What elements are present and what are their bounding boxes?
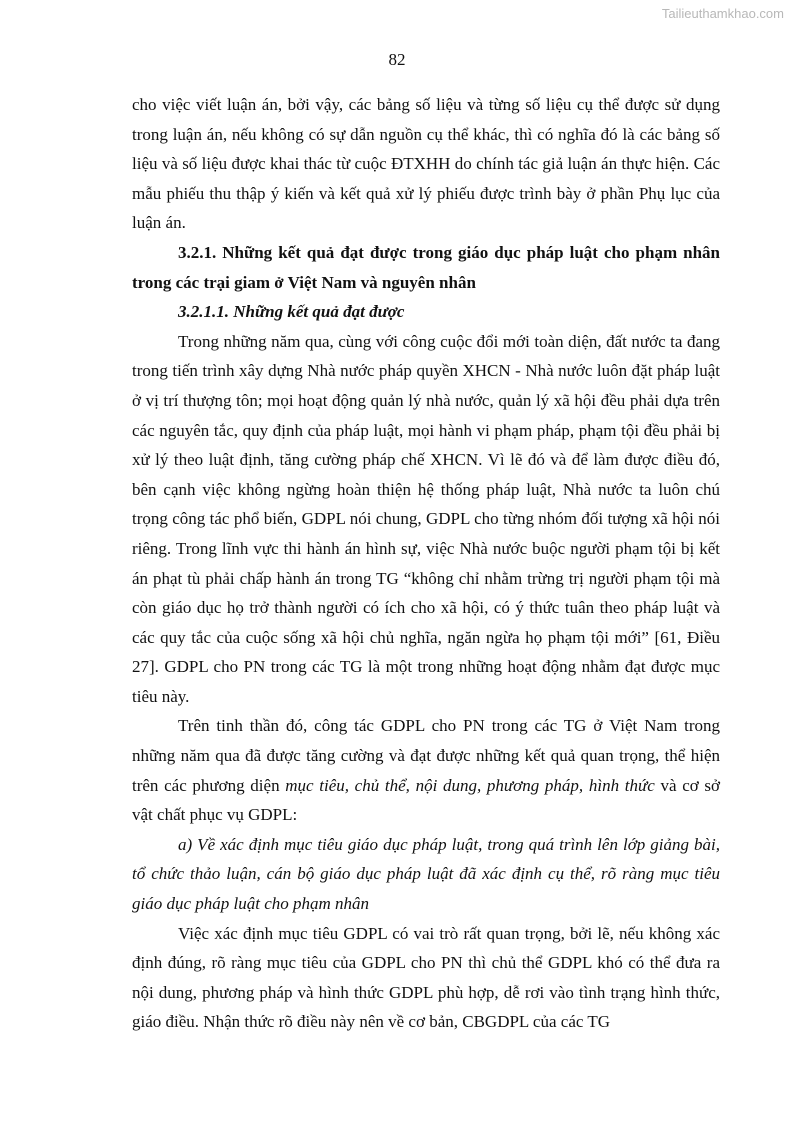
item-a-heading: a) Về xác định mục tiêu giáo dục pháp luật, trong quá trình lên lớp giảng bài, tổ chức thảo luận, cán bộ giáo dục pháp luật đã xác định cụ thể, rõ ràng mục tiêu giáo dục pháp luật cho phạm nhân — [132, 834, 720, 914]
paragraph-achievements-end: và cơ sở vật chất phục vụ GDPL: — [132, 775, 721, 825]
watermark: Tailieuthamkhao.com — [661, 6, 784, 21]
page-number: 82 — [388, 50, 406, 69]
section-heading: 3.2.1. Những kết quả đạt được trong giáo dục pháp luật cho phạm nhân trong các trại giam ở Việt Nam và nguyên nhân — [132, 242, 720, 292]
paragraph-intro: cho việc viết luận án, bởi vậy, các bảng số liệu và từng số liệu cụ thể được sử dụng trong luận án, nếu không có sự dẫn nguồn cụ thể khác, thì có nghĩa đó là các bảng số liệu và số liệu được khai thác từ cuộc ĐTXHH do chính tác giả luận án thực hiện. Các mẫu phiếu thu thập ý kiến và kết quả xử lý phiếu được trình bày ở phần Phụ lục của luận án. — [132, 95, 720, 233]
paragraph-achievements-start: Trên tinh thần đó, công tác GDPL cho PN trong các TG ở Việt Nam trong những năm qua đã được tăng cường và đạt được những kết quả quan trọng, thể hiện trên các phương diện — [132, 716, 720, 795]
paragraph-achievements-aspects: mục tiêu, chủ thể, nội dung, phương pháp, hình thức — [285, 775, 655, 795]
page-body — [132, 90, 720, 1037]
subsection-heading: 3.2.1.1. Những kết quả đạt được — [178, 302, 405, 322]
paragraph-objectives: Việc xác định mục tiêu GDPL có vai trò rất quan trọng, bởi lẽ, nếu không xác định đúng, rõ ràng mục tiêu của GDPL cho PN thì chủ thể GDPL khó có thể đưa ra nội dung, phương pháp và hình thức GDPL phù hợp, dễ rơi vào tình trạng hình thức, giáo điều. Nhận thức rõ điều này nên về cơ bản, CBGDPL của các TG — [132, 923, 720, 1032]
paragraph-achievements — [132, 711, 720, 829]
paragraph-context: Trong những năm qua, cùng với công cuộc đổi mới toàn diện, đất nước ta đang trong tiến trình xây dựng Nhà nước pháp quyền XHCN - Nhà nước luôn đặt pháp luật ở vị trí thượng tôn; mọi hoạt động quản lý nhà nước, quản lý xã hội đều phải dựa trên các nguyên tắc, quy định của pháp luật, mọi hành vi phạm pháp, phạm tội đều phải bị xử lý theo luật định, tăng cường pháp chế XHCN. Vì lẽ đó và để làm được điều đó, bên cạnh việc không ngừng hoàn thiện hệ thống pháp luật, Nhà nước ta luôn chú trọng công tác phổ biến, GDPL nói chung, GDPL cho từng nhóm đối tượng xã hội nói riêng. Trong lĩnh vực thi hành án hình sự, việc Nhà nước buộc người phạm tội bị kết án phạt tù phải chấp hành án trong TG “không chỉ nhằm trừng trị người phạm tội mà còn giáo dục họ trở thành người có ích cho xã hội, có ý thức tuân theo pháp luật và các quy tắc của cuộc sống xã hội chủ nghĩa, ngăn ngừa họ phạm tội mới” [61, Điều 27]. GDPL cho PN trong các TG là một trong những hoạt động nhằm đạt được mục tiêu này. — [132, 331, 720, 706]
